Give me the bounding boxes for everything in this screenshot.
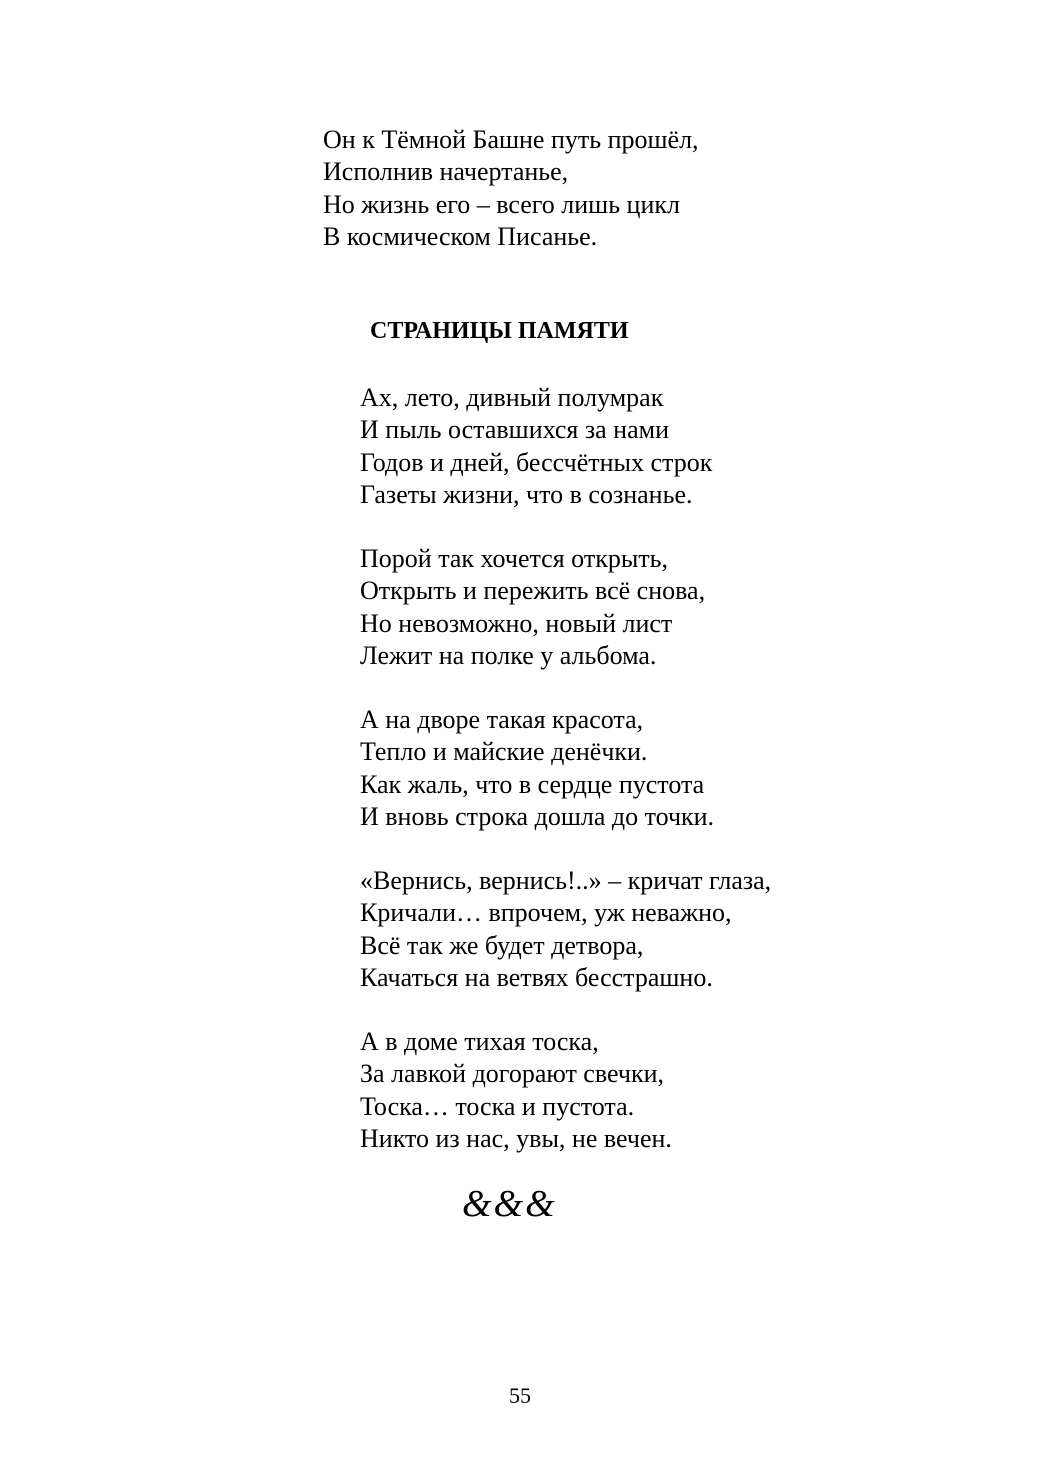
poem-line: Газеты жизни, что в сознанье. (360, 480, 693, 510)
poem-line: Тепло и майские денёчки. (360, 737, 648, 767)
page-number: 55 (509, 1383, 531, 1408)
poem-stanza-1 (360, 382, 712, 512)
poem-stanza-4 (360, 865, 771, 995)
poem-line: И пыль оставшихся за нами (360, 415, 669, 445)
poem-line: А на дворе такая красота, (360, 705, 644, 734)
poem-line: Лежит на полке у альбома. (360, 641, 657, 671)
poem-stanza-2 (360, 543, 705, 673)
poem-line: Как жаль, что в сердце пустота (360, 769, 705, 799)
poem-line: Годов и дней, бессчётных строк (360, 447, 713, 477)
section-separator: &&& (462, 1183, 557, 1225)
previous-poem-stanza (323, 124, 699, 254)
poem-line: В космическом Писанье. (323, 222, 598, 252)
poem-line: За лавкой догорают свечки, (360, 1059, 664, 1089)
poem-title: СТРАНИЦЫ ПАМЯТИ (370, 318, 629, 344)
poem-line: Никто из нас, увы, не вечен. (360, 1124, 672, 1154)
poem-line: Качаться на ветвях бесстрашно. (360, 963, 713, 993)
poem-stanza-3 (360, 704, 714, 834)
poem-stanza-5 (360, 1026, 672, 1156)
poem-line: Но невозможно, новый лист (360, 608, 673, 638)
poem-line: Порой так хочется открыть, (360, 544, 669, 573)
poem-line: А в доме тихая тоска, (360, 1027, 599, 1056)
poem-line: Кричали… впрочем, уж неважно, (360, 898, 732, 928)
poem-line: Тоска… тоска и пустота. (360, 1091, 635, 1121)
poem-line: И вновь строка дошла до точки. (360, 802, 715, 832)
poem-line: Но жизнь его – всего лишь цикл (323, 189, 680, 219)
poem-line: Открыть и пережить всё снова, (360, 576, 706, 606)
poem-line: «Вернись, вернись!..» – кричат глаза, (360, 866, 772, 895)
poem-line: Ах, лето, дивный полумрак (360, 383, 664, 412)
poem-line: Он к Тёмной Башне путь прошёл, (323, 125, 699, 154)
poem-line: Всё так же будет детвора, (360, 930, 644, 960)
poem-line: Исполнив начертанье, (323, 157, 569, 187)
